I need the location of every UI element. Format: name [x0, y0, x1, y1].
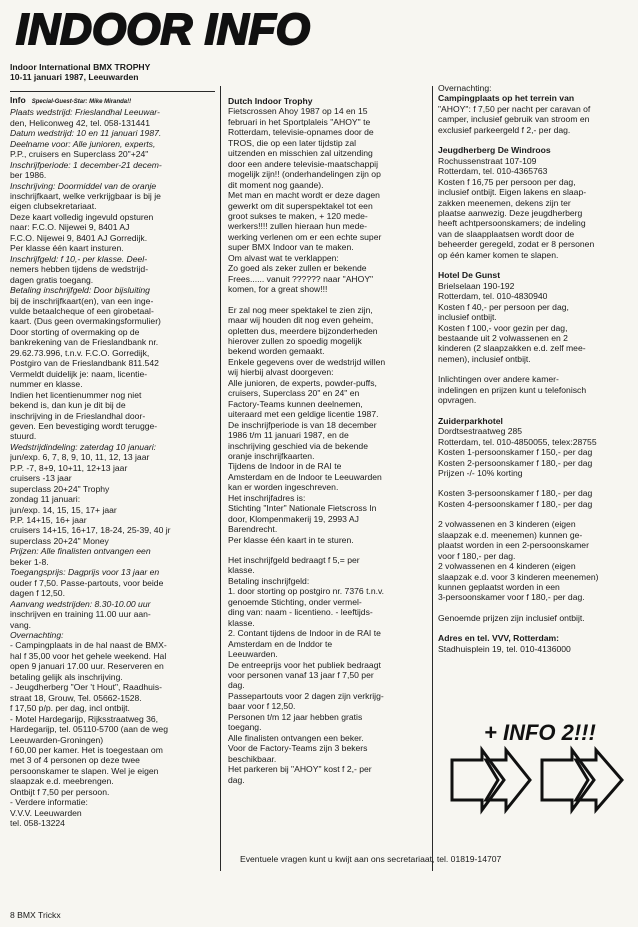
- vvv-heading: Adres en tel. VVV, Rotterdam:: [438, 633, 559, 644]
- text-line: dit moment nog gaande).: [228, 179, 324, 190]
- text-line: toegang.: [228, 722, 262, 733]
- text-line: zondag 11 januari:: [10, 494, 81, 505]
- text-line: geven. Een bevestiging wordt terugge-: [10, 420, 158, 431]
- text-line: uiteraard met een geldige licentie 1987.: [228, 409, 379, 420]
- text-line: door, Klompenmakerij 19, 2993 AJ: [228, 513, 359, 524]
- text-line: Per klasse één kaart in te sturen.: [228, 534, 354, 545]
- text-line: - Jeugdherberg "Oer 't Hout", Raadhuis-: [10, 682, 163, 693]
- text-line: "AHOY": f 7,50 per nacht per caravan of: [438, 103, 591, 114]
- text-line: gewerkt om dit superspektakel tot een: [228, 200, 373, 211]
- zuider-body: [438, 426, 632, 623]
- text-line: Ontbijt f 7,50 per persoon.: [10, 786, 110, 797]
- text-line: ouder f 7,50. Passe-partouts, voor beide: [10, 577, 164, 588]
- text-line: inschrijving in de Frieslandhal door-: [10, 410, 146, 421]
- text-line: klasse.: [228, 617, 255, 628]
- text-line: Genoemde prijzen zijn inclusief ontbijt.: [438, 612, 585, 623]
- text-line: indelingen en prijzen kunt u telefonisch: [438, 384, 587, 395]
- text-line: tel. 058-13224: [10, 818, 65, 829]
- text-line: wij hierbij alvast doorgeven:: [228, 367, 334, 378]
- text-line: kinderen (2 slaapzakken e.d. zelf mee-: [438, 343, 586, 354]
- text-line: super BMX Indoor van te maken.: [228, 242, 354, 253]
- text-line: [438, 364, 632, 374]
- gunst-heading: Hotel De Gunst: [438, 270, 501, 281]
- text-line: - Campingplaats in de hal naast de BMX-: [10, 640, 167, 651]
- text-line: stuurd.: [10, 431, 37, 442]
- text-line: inschrijven en training 11.00 uur aan-: [10, 609, 151, 620]
- text-line: beheerder geregeld, zodat er 8 personen: [438, 239, 595, 250]
- text-line: Leeuwarden-Groningen): [10, 734, 104, 745]
- text-line: nemers hebben tijdens de wedstrijd-: [10, 264, 149, 275]
- text-line: Aanvang wedstrijden: 8.30-10.00 uur: [10, 598, 151, 609]
- text-line: 1. door storting op postgiro nr. 7376 t.n.v.: [228, 586, 385, 597]
- text-line: plaatse aanwezig. Deze jeugdherberg: [438, 207, 583, 218]
- text-line: Door storting of overmaking op de: [10, 326, 140, 337]
- text-line: 2 volwassenen en 4 kinderen (eigen: [438, 561, 576, 572]
- text-line: Plaats wedstrijd: Frieslandhal Leeuwar-: [10, 107, 160, 118]
- overnachting-label: Overnachting:: [438, 83, 492, 93]
- text-line: plaatst worden in een 2-persoonskamer: [438, 540, 589, 551]
- text-line: vulde betaalcheque of een girobetaal-: [10, 305, 154, 316]
- column-divider-2: [432, 86, 433, 871]
- text-line: Deze kaart volledig ingevuld opsturen: [10, 211, 154, 222]
- guest-star: Special-Guest-Star: Mike Miranda!!: [31, 98, 132, 105]
- text-line: Enkele gegevens over de wedstrijd willen: [228, 356, 386, 367]
- text-line: 3-persoonskamer voor f 180,- per dag.: [438, 592, 585, 603]
- text-line: Kosten f 16,75 per persoon per dag,: [438, 176, 576, 187]
- text-line: bestaande uit 2 volwassenen en 2: [438, 332, 568, 343]
- text-line: Kosten f 40,- per persoon per dag,: [438, 301, 569, 312]
- column-leeuwarden: [10, 62, 215, 894]
- text-line: opvragen.: [438, 395, 477, 406]
- column-divider-1: [220, 86, 221, 871]
- text-line: van de slaapplaatsen wordt door de: [438, 228, 575, 239]
- text-line: Deelname voor: Alle junioren, experts,: [10, 138, 156, 149]
- double-arrow-icon: [446, 716, 632, 844]
- text-line: Factory-Teams kunnen deelnemen,: [228, 398, 363, 409]
- col1-body: [10, 107, 215, 828]
- text-line: groot sukses te maken, + 120 mede-: [228, 210, 368, 221]
- text-line: Betaling inschrijfgeld:: [228, 575, 310, 586]
- text-line: Amsterdam en de Inddor te: [228, 638, 333, 649]
- text-line: Vermeldt duidelijk je: naam, licentie-: [10, 368, 148, 379]
- text-line: den, Heliconweg 42, tel. 058-131441: [10, 117, 150, 128]
- text-line: naar: F.C.O. Nijewei 9, 8401 AJ: [10, 222, 130, 233]
- text-line: cruisers -13 jaar: [10, 473, 72, 484]
- text-line: Kosten f 100,- voor gezin per dag,: [438, 322, 568, 333]
- text-line: eigen clubsekretariaat.: [10, 201, 97, 212]
- text-line: Het inschrijfgeld bedraagt f 5,= per: [228, 555, 360, 566]
- text-line: De entreeprijs voor het publiek bedraagt: [228, 659, 381, 670]
- text-line: superclass 20+24" Money: [10, 535, 109, 546]
- text-line: exclusief parkeergeld f 2,- per dag.: [438, 124, 571, 135]
- text-line: P.P. -7, 8+9, 10+11, 12+13 jaar: [10, 462, 128, 473]
- column-rotterdam: [438, 83, 632, 703]
- text-line: dag.: [228, 680, 245, 691]
- text-line: jun/exp. 6, 7, 8, 9, 10, 11, 12, 13 jaar: [10, 452, 150, 463]
- text-line: [438, 478, 632, 488]
- text-line: bankrekening van de Frieslandbank nr.: [10, 337, 159, 348]
- text-line: nemen), inclusief ontbijt.: [438, 353, 531, 364]
- text-line: Kosten 1-persoonskamer f 150,- per dag: [438, 447, 593, 458]
- event-dates: 10-11 januari 1987, Leeuwarden: [10, 72, 139, 83]
- text-line: werkers!!!! zullen hieraan hun mede-: [228, 221, 368, 232]
- text-line: Per klasse één kaart insturen.: [10, 243, 124, 254]
- masthead-logo: [14, 4, 314, 50]
- text-line: Kosten 4-persoonskamer f 180,- per dag: [438, 498, 593, 509]
- text-line: beker 1-8.: [10, 556, 49, 567]
- text-line: jun/exp. 14, 15, 15, 17+ jaar: [10, 504, 117, 515]
- text-line: Om alvast wat te verklappen:: [228, 252, 339, 263]
- text-line: Het parkeren bij "AHOY" kost f 2,- per: [228, 764, 372, 775]
- text-line: hal f 35,00 voor het gehele weekend. Hal: [10, 650, 167, 661]
- text-line: nummer en klasse.: [10, 379, 83, 390]
- text-line: - Motel Hardegarijp, Rijksstraatweg 36,: [10, 713, 159, 724]
- text-line: f 60,00 per kamer. Het is toegestaan om: [10, 745, 163, 755]
- text-line: persoonskamer te slapen. Wel je eigen: [10, 765, 159, 776]
- text-line: Passepartouts voor 2 dagen zijn verkrijg-: [228, 690, 384, 701]
- text-line: maar wij houden dit nog even geheim,: [228, 315, 374, 326]
- text-line: straat 18, Grouw, Tel. 05662-1528.: [10, 692, 142, 703]
- page-number-footer: 8 BMX Trickx: [10, 910, 61, 920]
- masthead-title: INDOOR INFO: [16, 5, 310, 50]
- text-line: opletten dus, meerdere bijzonderheden: [228, 325, 378, 336]
- column-ahoy: [228, 96, 429, 838]
- text-line: Tijdens de Indoor in de RAI te: [228, 461, 342, 472]
- text-line: Frees...... vanuit ?????? naar "AHOY": [228, 273, 374, 284]
- text-line: [438, 509, 632, 519]
- text-line: [438, 603, 632, 613]
- text-line: inschrijfkaart, welke verkrijgbaar is bij je: [10, 190, 161, 201]
- info-label: Info: [10, 94, 26, 105]
- text-line: zakken meenemen, dekens zijn ter: [438, 197, 571, 208]
- text-line: bekend is, dan kun je dit bij de: [10, 400, 126, 411]
- text-line: slaapzak e.d. meebrengen.: [10, 776, 114, 787]
- text-line: camper, inclusief gebruik van stroom en: [438, 114, 590, 125]
- text-line: Kosten 2-persoonskamer f 180,- per dag: [438, 457, 593, 468]
- info2-label: + INFO 2!!!: [484, 720, 596, 745]
- text-line: werking verlenen om er een echte super: [228, 231, 382, 242]
- text-line: Datum wedstrijd: 10 en 11 januari 1987.: [10, 128, 162, 139]
- text-line: [228, 295, 429, 305]
- text-line: Rotterdam, tel. 010-4365763: [438, 166, 548, 177]
- text-line: slaapzak e.d. meenemen) kunnen ge-: [438, 529, 583, 540]
- text-line: mogelijk zijn!! (onderhandelingen zijn op: [228, 169, 381, 180]
- text-line: Inschrijfgeld: f 10,- per klasse. Deel-: [10, 253, 148, 264]
- text-line: P.P., cruisers en Superclass 20"+24": [10, 149, 149, 160]
- text-line: superclass 20+24" Trophy: [10, 483, 110, 494]
- text-line: Kosten 3-persoonskamer f 180,- per dag: [438, 488, 593, 499]
- info2-badge: [446, 716, 632, 844]
- text-line: vang.: [10, 619, 32, 630]
- text-line: klasse.: [228, 565, 255, 576]
- text-line: door een andere televisie-maatschappij: [228, 158, 379, 169]
- text-line: op één kamer komen te slapen.: [438, 249, 559, 260]
- text-line: Stichting "Inter" Nationale Fietscross In: [228, 503, 377, 514]
- text-line: inschrijving geschied via de bekende: [228, 440, 368, 451]
- text-line: inclusief ontbijt.: [438, 312, 497, 323]
- text-line: Toegangsprijs: Dagprijs voor 13 jaar en: [10, 567, 160, 578]
- text-line: Inschrijfperiode: 1 december-21 decem-: [10, 159, 162, 170]
- text-line: Met man en macht wordt er deze dagen: [228, 190, 380, 201]
- text-line: open 9 januari 17.00 uur. Reserveren en: [10, 661, 164, 672]
- text-line: Rochussenstraat 107-109: [438, 155, 537, 166]
- text-line: f 17,50 p/p. per dag, incl ontbijt.: [10, 703, 130, 714]
- text-line: ding van: naam - licentieno. - leeftijds-: [228, 607, 373, 618]
- text-line: 2 volwassenen en 3 kinderen (eigen: [438, 519, 576, 530]
- event-title: Indoor International BMX TROPHY: [10, 62, 151, 72]
- text-line: bij de inschrijfkaart(en), van een inge-: [10, 295, 154, 306]
- text-line: komen, for a great show!!!: [228, 284, 328, 295]
- text-line: De inschrijfperiode is van 18 december: [228, 419, 377, 430]
- text-line: oranje inschrijfkaarten.: [228, 450, 315, 461]
- text-line: genoemde Stichting, onder vermel-: [228, 596, 362, 607]
- text-line: Zo goed als zeker zullen er bekende: [228, 263, 367, 274]
- text-line: Personen t/m 12 jaar hebben gratis: [228, 711, 363, 722]
- text-line: Prijzen -/- 10% korting: [438, 467, 523, 478]
- windroos-body: [438, 156, 632, 261]
- text-line: Rotterdam, televisie-opnames door de: [228, 127, 374, 138]
- camping-heading: Campingplaats op het terrein van: [438, 93, 575, 104]
- text-line: kan er worden ingeschreven.: [228, 482, 339, 493]
- col2-body: [228, 106, 429, 785]
- text-line: Leeuwarden.: [228, 649, 278, 660]
- text-line: cruisers, Superclass 20" en 24" en: [228, 388, 360, 399]
- text-line: kunnen geplaatst worden in een: [438, 582, 560, 593]
- text-line: februari in het Sportplaleis "AHOY" te: [228, 116, 371, 127]
- text-line: Alle finalisten ontvangen een beker.: [228, 732, 364, 743]
- text-line: - Verdere informatie:: [10, 797, 88, 808]
- text-line: Het inschrijfadres is:: [228, 492, 306, 503]
- text-line: beschikbaar.: [228, 753, 277, 764]
- text-line: Amsterdam en de Indoor te Leeuwarden: [228, 471, 382, 482]
- footer-note: Eventuele vragen kunt u kwijt aan ons secretariaat, tel. 01819-14707: [240, 854, 502, 864]
- vvv-address: Stadhuisplein 19, tel. 010-4136000: [438, 643, 571, 654]
- text-line: heeft achtpersoonskamers; de indeling: [438, 218, 586, 229]
- text-line: Er zal nog meer spektakel te zien zijn,: [228, 304, 373, 315]
- windroos-heading: Jeugdherberg De Windroos: [438, 145, 551, 156]
- text-line: dag.: [228, 774, 245, 785]
- text-line: hierover zullen zo spoedig mogelijk: [228, 335, 362, 346]
- text-line: Indien het licentienummer nog niet: [10, 389, 142, 400]
- text-line: Betaling inschrijfgeld: Door bijsluiting: [10, 285, 150, 296]
- masthead: [14, 4, 314, 50]
- text-line: Barendrecht.: [228, 524, 278, 535]
- text-line: 2. Contant tijdens de Indoor in de RAI te: [228, 628, 381, 639]
- text-line: Dordtsestraatweg 285: [438, 426, 523, 437]
- ahoy-heading: Dutch Indoor Trophy: [228, 96, 313, 106]
- text-line: Fietscrossen Ahoy 1987 op 14 en 15: [228, 106, 368, 117]
- text-line: 1986 t/m 11 januari 1987, en de: [228, 430, 349, 441]
- text-line: Overnachting:: [10, 630, 64, 641]
- text-line: ber 1986.: [10, 170, 47, 181]
- text-line: slaapzak e.d. voor 3 kinderen meenemen): [438, 571, 599, 582]
- text-line: F.C.O. Nijewei 9, 8401 AJ Gorredijk.: [10, 232, 148, 243]
- text-line: Prijzen: Alle finalisten ontvangen een: [10, 546, 151, 557]
- text-line: met 3 of 4 personen op deze twee: [10, 755, 140, 766]
- text-line: voor personen vanaf 13 jaar f 7,50 per: [228, 670, 374, 681]
- text-line: Inschrijving: Doormiddel van de oranje: [10, 180, 157, 191]
- text-line: inclusief ontbijt. Eigen lakens en slaap-: [438, 187, 587, 198]
- text-line: dagen gratis toegang.: [10, 274, 94, 285]
- text-line: kaart. (Dus geen overmakingsformulier): [10, 316, 161, 327]
- text-line: P.P. 14+15, 16+ jaar: [10, 515, 87, 526]
- text-line: Alle junioren, de experts, powder-puffs,: [228, 377, 377, 388]
- text-line: TROS, die op een later tijdstip zal: [228, 137, 357, 148]
- text-line: [228, 545, 429, 555]
- text-line: bekend worden gemaakt.: [228, 346, 325, 357]
- text-line: Postgiro van de Frieslandbank 811.542: [10, 358, 159, 369]
- text-line: Rotterdam, tel. 010-4830940: [438, 291, 548, 302]
- text-line: dagen f 12,50.: [10, 588, 65, 599]
- zuider-heading: Zuiderparkhotel: [438, 415, 503, 426]
- text-line: Brielselaan 190-192: [438, 280, 515, 291]
- text-line: Rotterdam, tel. 010-4850055, telex:28755: [438, 436, 597, 447]
- text-line: uitzenden en misschien zal uitzending: [228, 148, 373, 159]
- text-line: Inlichtingen over andere kamer-: [438, 374, 559, 385]
- text-line: Hardegarijp, tel. 05110-5700 (aan de weg: [10, 724, 168, 735]
- text-line: voor f 180,- per dag.: [438, 550, 516, 561]
- text-line: Wedstrijdindeling: zaterdag 10 januari:: [10, 441, 157, 452]
- text-line: betaling gelijk als inschrijving.: [10, 671, 123, 682]
- text-line: baar voor f 12,50.: [228, 701, 296, 712]
- text-line: V.V.V. Leeuwarden: [10, 807, 82, 818]
- text-line: 29.62.73.996, t.n.v. F.C.O. Gorredijk,: [10, 347, 150, 358]
- camping-body: [438, 104, 632, 135]
- gunst-body: [438, 281, 632, 406]
- text-line: cruisers 14+15, 16+17, 18-24, 25-39, 40 jr: [10, 525, 171, 536]
- text-line: Voor de Factory-Teams zijn 3 bekers: [228, 743, 368, 754]
